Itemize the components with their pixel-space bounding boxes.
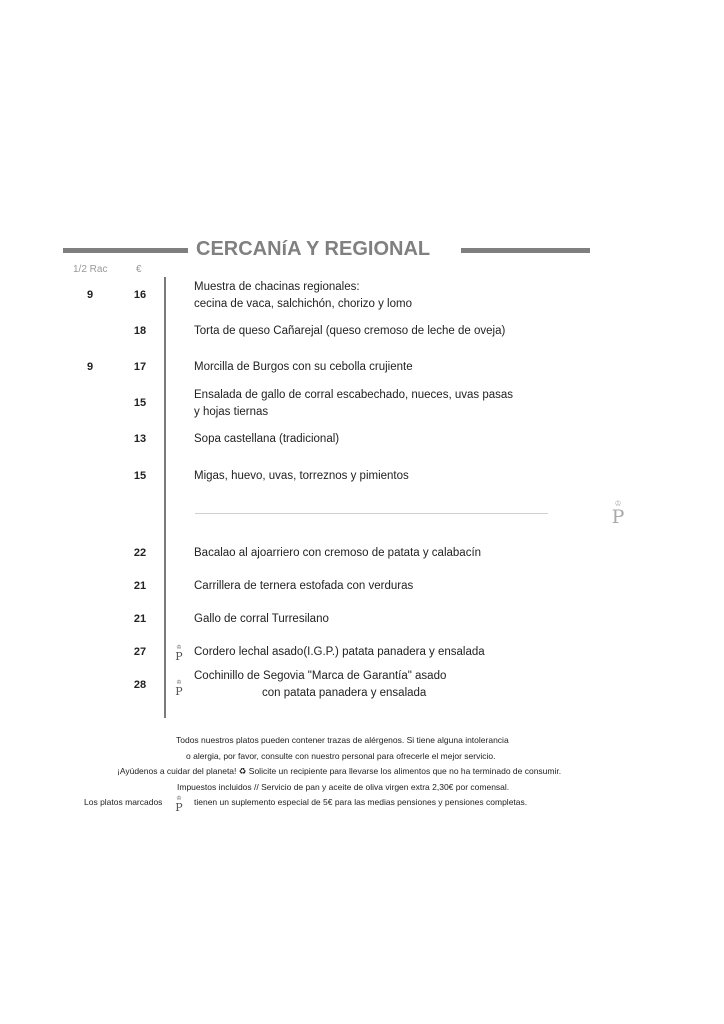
dish-item — [194, 323, 505, 340]
dish-item — [194, 387, 513, 421]
column-divider — [164, 277, 166, 718]
half-price: 9 — [86, 289, 94, 301]
dish-item — [194, 578, 413, 595]
section-separator — [195, 513, 548, 514]
planet-note: ¡Ayúdenos a cuidar del planeta! ♻ Solicite un recipiente para llevarse los alimentos que no ha terminado de consumir. — [117, 766, 562, 776]
dish-line: Migas, huevo, uvas, torreznos y pimientos — [194, 470, 409, 482]
dish-line: Torta de queso Cañarejal (queso cremoso de leche de oveja) — [194, 325, 506, 337]
allergen-note-line2: o alergia, por favor, consulte con nuestro personal para ofrecerle el mejor servicio. — [186, 751, 496, 761]
section-title: CERCANíA Y REGIONAL — [196, 238, 431, 260]
price: 21 — [133, 580, 147, 592]
p-letter: P — [611, 506, 625, 528]
dish-item — [194, 611, 329, 628]
half-price: 9 — [86, 361, 94, 373]
dish-line: Morcilla de Burgos con su cebolla crujiente — [194, 361, 413, 373]
price: 15 — [133, 470, 147, 482]
dish-line: con patata panadera y ensalada — [262, 687, 427, 699]
price: 28 — [133, 679, 147, 691]
dish-line: Muestra de chacinas regionales: — [194, 281, 360, 293]
dish-line: Bacalao al ajoarriero con cremoso de patata y calabacín — [194, 547, 482, 559]
column-header-half-ration: 1/2 Rac — [73, 264, 108, 275]
supplement-mark-icon: ♔ P — [175, 644, 183, 663]
dish-line: Gallo de corral Turresilano — [194, 613, 329, 625]
dish-item — [194, 279, 412, 313]
dish-line: Sopa castellana (tradicional) — [194, 433, 340, 445]
price: 16 — [133, 289, 147, 301]
title-rule-right — [461, 248, 590, 253]
supplement-mark-icon: ♔ P — [175, 679, 183, 698]
price: 17 — [133, 361, 147, 373]
supplement-note-label: Los platos marcados — [84, 797, 163, 807]
price: 22 — [133, 547, 147, 559]
price: 13 — [133, 433, 147, 445]
dish-line: Cochinillo de Segovia "Marca de Garantía" asado — [194, 670, 447, 682]
dish-item — [194, 545, 481, 562]
dish-line: Carrillera de ternera estofada con verduras — [194, 580, 414, 592]
dish-line: Ensalada de gallo de corral escabechado, nueces, uvas pasas — [194, 389, 514, 401]
dish-line: y hojas tiernas — [194, 406, 269, 418]
price: 27 — [133, 646, 147, 658]
dish-line: cecina de vaca, salchichón, chorizo y lomo — [194, 298, 412, 310]
dish-item — [194, 359, 413, 376]
price: 15 — [133, 397, 147, 409]
title-rule-left — [63, 248, 188, 253]
supplement-note-text: tienen un suplemento especial de 5€ para las medias pensiones y pensiones completas. — [194, 797, 528, 807]
price: 18 — [133, 325, 147, 337]
column-header-euro: € — [136, 264, 142, 275]
dish-item — [194, 668, 446, 702]
dish-line: Cordero lechal asado(I.G.P.) patata panadera y ensalada — [194, 646, 485, 658]
supplement-mark-icon: ♔ P — [175, 795, 183, 814]
dish-item — [194, 644, 485, 661]
price: 21 — [133, 613, 147, 625]
p-mark-logo — [607, 500, 629, 527]
recycle-icon: ♻ — [238, 766, 247, 776]
crown-icon: ♔ — [614, 499, 622, 508]
dish-item — [194, 431, 339, 448]
taxes-note: Impuestos incluidos // Servicio de pan y aceite de oliva virgen extra 2,30€ por comensal. — [177, 782, 510, 792]
allergen-note-line1: Todos nuestros platos pueden contener trazas de alérgenos. Si tiene alguna intolerancia — [176, 735, 509, 745]
dish-item — [194, 468, 409, 485]
